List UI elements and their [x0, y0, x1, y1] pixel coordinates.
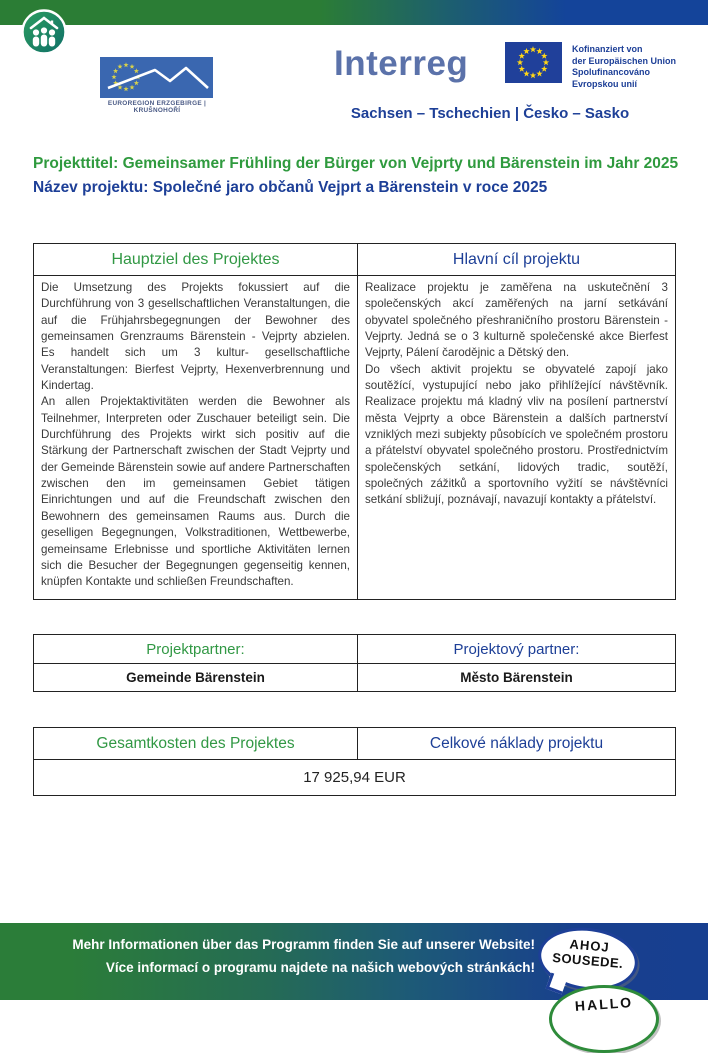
- partner-value-cs: Město Bärenstein: [358, 664, 676, 692]
- partner-header-de: Projektpartner:: [34, 635, 358, 664]
- goal-de-paragraph: An allen Projektaktivitäten werden die Bewohner als Teilnehmer, Interpreten oder Zuschauer beteiligt sein. Die Durchführung des Projekts wirkt sich positiv auf die Stärkung der Partnerschaft zwischen der Stadt Vejprty und der Gemeinde Bärenstein sowie auf andere Partnerschaften zwischen den im gemeinsamen Gebiet tätigen Einrichtungen und auf die Freundschaft zwischen den Bewohnern des gemeinsamen Raums aus. Durch die geselligen Begegnungen, Volkstraditionen, Wettbewerbe, gemeinsame Erlebnisse und sportliche Aktivitäten lernen sich die Besucher der Begegnungen gegenseitig kennen, knüpfen Kontakte und schließen Freundschaften.: [41, 395, 350, 589]
- cofinance-text: [572, 44, 676, 90]
- goal-body-de: [34, 276, 358, 600]
- euroregion-emblem-icon: [21, 9, 67, 55]
- cofinance-line: Kofinanziert von: [572, 44, 643, 54]
- cost-header-row: [34, 728, 676, 760]
- euroregion-caption: EUROREGION ERZGEBIRGE | KRUŠNOHOŘÍ: [107, 100, 207, 114]
- project-titles: [33, 152, 681, 200]
- bubble-text: AHOJ: [569, 936, 611, 955]
- cost-header-cs: Celkové náklady projektu: [358, 728, 676, 760]
- partner-table: [33, 634, 676, 692]
- footer-line-cs: Více informací o programu najdete na našich webových stránkách!: [105, 960, 535, 975]
- interreg-logo: Interreg: [334, 44, 469, 83]
- cofinance-line: Evropskou unií: [572, 78, 638, 89]
- goal-cs-paragraph: Realizace projektu je zaměřena na uskutečnění 3 společenských akcí zaměřených na jarní setkávání obyvatel společného přeshraničního prostoru Bärenstein - Vejprty. Jedná se o 3 kulturně společenské akce Bierfest Vejprty, Pálení čarodějnic a Dětský den.: [365, 281, 668, 360]
- footer-line-de: Mehr Informationen über das Programm finden Sie auf unserer Website!: [72, 937, 535, 952]
- goal-header-cs: Hlavní cíl projektu: [358, 244, 676, 276]
- project-title-cs: Název projektu: Společné jaro občanů Vejprt a Bärenstein v roce 2025: [33, 179, 548, 196]
- cofinance-line: Spolufinancováno: [572, 67, 651, 77]
- cost-header-de: Gesamtkosten des Projektes: [34, 728, 358, 760]
- top-gradient-bar: [0, 0, 708, 25]
- bubble-text: HALLO: [574, 993, 634, 1015]
- speech-bubble-hallo: [549, 985, 659, 1053]
- goal-body-cs: [358, 276, 676, 600]
- cost-table: [33, 727, 676, 796]
- goal-header-de: Hauptziel des Projektes: [34, 244, 358, 276]
- partner-header-cs: Projektový partner:: [358, 635, 676, 664]
- goal-de-paragraph: Die Umsetzung des Projekts fokussiert auf die Durchführung von 3 gesellschaftlichen Veranstaltungen, die auf die Frühjahrsbegegnungen der Bewohner des gemeinsamen Grenzraums Bärenstein - Vejprty abzielen. Es handelt sich um 3 kultur- gesellschaftliche Veranstaltungen: Bierfest Vejprty, Hexenverbrennung und Kindertag.: [41, 281, 350, 393]
- goal-cs-paragraph: Do všech aktivit projektu se obyvatelé zapojí jako soutěžící, vystupující nebo jako přihlížející návštěvník. Realizace projektu má kladný vliv na posílení partnerství města Vejprty a obce Bärenstein a dalších partnerství vzniklých mezi subjekty působících ve společném prostoru a přátelství obyvatel společného prostoru. Prostřednictvím společenských setkání, lidových tradic, soutěží, společných zážitků a sportovního vyžití se návštěvníci setkání sbližují, poznávají, navazují kontakty a přátelství.: [365, 362, 668, 507]
- bubble-text: SOUSEDE.: [551, 949, 624, 972]
- goal-header-row: [34, 244, 676, 276]
- program-name: Sachsen – Tschechien | Česko – Sasko: [350, 105, 630, 122]
- footer-info-text: [0, 933, 535, 979]
- goal-table: [33, 243, 676, 600]
- partner-value-de: Gemeinde Bärenstein: [34, 664, 358, 692]
- eu-flag-icon: [505, 42, 562, 83]
- project-title-de: Projekttitel: Gemeinsamer Frühling der Bürger von Vejprty und Bärenstein im Jahr 2025: [33, 155, 679, 172]
- goal-body-row: [34, 276, 676, 600]
- cost-value-row: [34, 760, 676, 796]
- footer-banner: [0, 923, 708, 1015]
- partner-value-row: [34, 664, 676, 692]
- cost-value: 17 925,94 EUR: [34, 760, 676, 796]
- cofinance-line: der Europäischen Union: [572, 55, 677, 66]
- partner-header-row: [34, 635, 676, 664]
- euroregion-logo: [100, 57, 213, 98]
